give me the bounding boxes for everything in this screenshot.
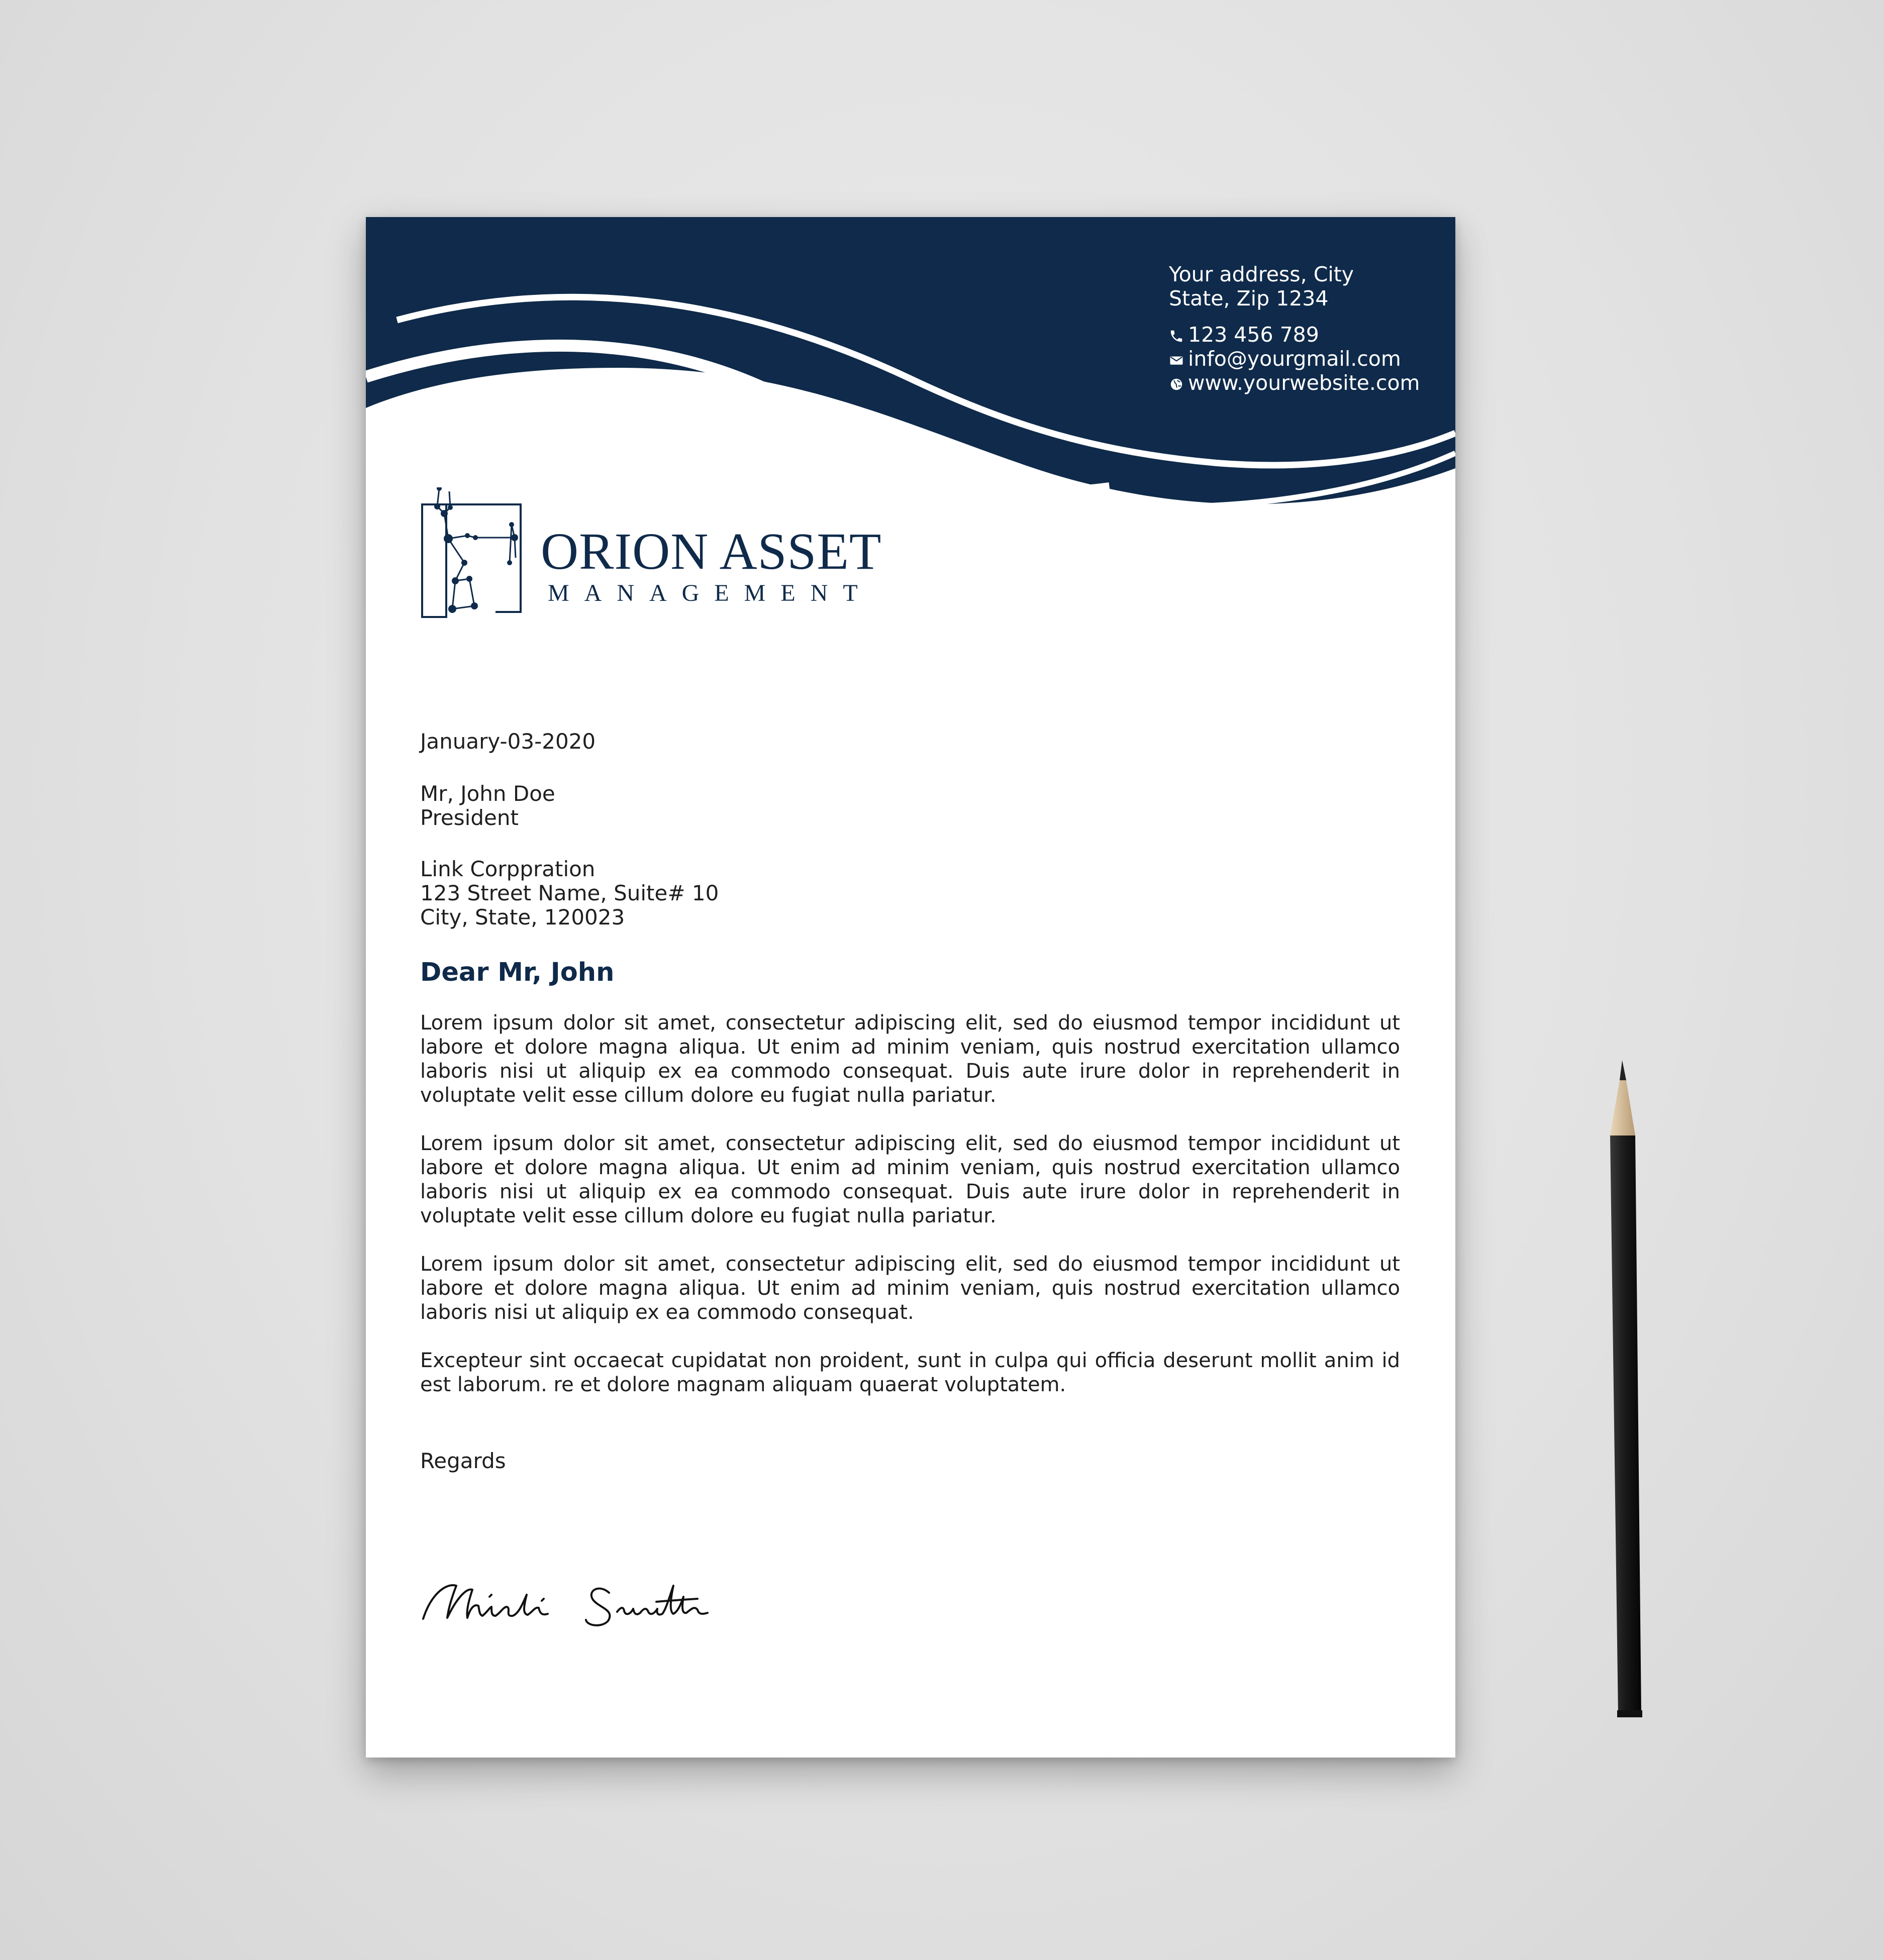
recipient-title: President <box>420 805 519 830</box>
logo-title: ORION ASSET <box>541 523 882 580</box>
website-text[interactable]: www.yourwebsite.com <box>1188 371 1420 395</box>
paragraph-4: Excepteur sint occaecat cupidatat non proident, sunt in culpa qui officia deserunt mollit anim id est laborum. re et dolore magnam aliquam quaerat voluptatem. <box>420 1349 1400 1396</box>
email-text[interactable]: info@yourgmail.com <box>1188 347 1401 371</box>
letter-date: January-03-2020 <box>420 729 596 754</box>
closing: Regards <box>420 1449 506 1473</box>
company-address-block <box>420 857 1400 930</box>
logo-subtitle: MANAGEMENT <box>548 580 873 606</box>
greeting: Dear Mr, John <box>420 958 615 987</box>
letter-body <box>420 730 1400 1473</box>
website-line <box>1169 371 1420 395</box>
address-line-2: State, Zip 1234 <box>1169 286 1329 311</box>
paragraph-2: Lorem ipsum dolor sit amet, consectetur adipiscing elit, sed do eiusmod tempor incididunt ut labore et dolore magna aliqua. Ut enim ad minim veniam, quis nostrud exercitation ullamco laboris nisi ut aliquip ex ea commodo consequat. Duis aute irure dolor in reprehenderit in voluptate velit esse cillum dolore eu fugiat nulla pariatur. <box>420 1132 1400 1227</box>
letterhead-paper <box>366 217 1455 1758</box>
company-name: Link Corppration <box>420 857 596 881</box>
company-city: City, State, 120023 <box>420 905 625 930</box>
company-logo <box>420 487 923 618</box>
address-line-1: Your address, City <box>1169 262 1354 286</box>
recipient-block <box>420 782 1400 830</box>
orion-constellation-icon <box>420 487 528 618</box>
pencil-icon <box>1598 1060 1648 1723</box>
signature-image <box>416 1564 738 1639</box>
paragraph-1: Lorem ipsum dolor sit amet, consectetur adipiscing elit, sed do eiusmod tempor incididunt ut labore et dolore magna aliqua. Ut enim ad minim veniam, quis nostrud exercitation ullamco laboris nisi ut aliquip ex ea commodo consequat. Duis aute irure dolor in reprehenderit in voluptate velit esse cillum dolore eu fugiat nulla pariatur. <box>420 1011 1400 1107</box>
company-street: 123 Street Name, Suite# 10 <box>420 881 719 905</box>
recipient-name: Mr, John Doe <box>420 781 555 806</box>
mail-icon <box>1169 353 1184 368</box>
globe-icon <box>1169 377 1184 392</box>
phone-icon <box>1169 329 1184 344</box>
phone-line <box>1169 323 1420 347</box>
phone-text: 123 456 789 <box>1188 323 1319 347</box>
paragraph-3: Lorem ipsum dolor sit amet, consectetur adipiscing elit, sed do eiusmod tempor incididunt ut labore et dolore magna aliqua. Ut enim ad minim veniam, quis nostrud exercitation ullamco laboris nisi ut aliquip ex ea commodo consequat. <box>420 1253 1400 1324</box>
email-line <box>1169 347 1420 371</box>
contact-info <box>1169 262 1420 395</box>
